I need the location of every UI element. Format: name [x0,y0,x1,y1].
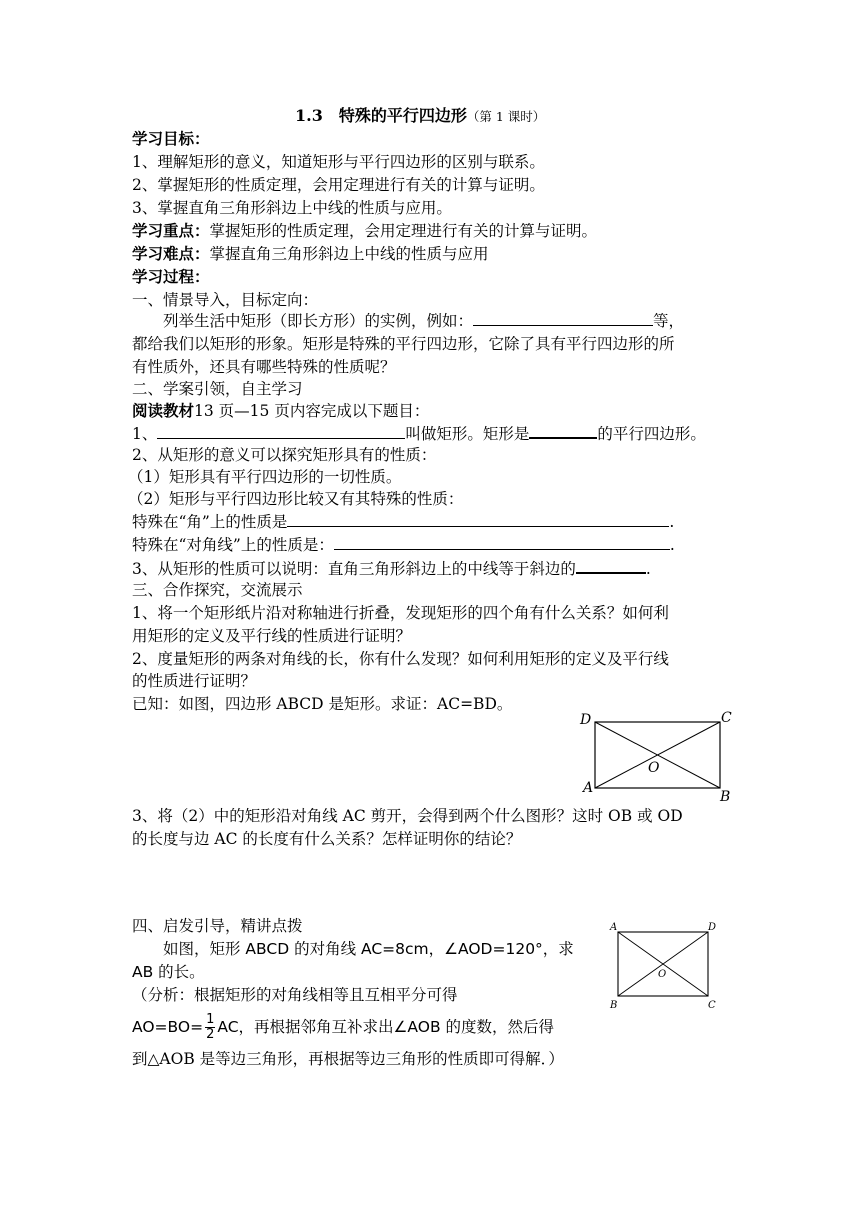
label-o: O [648,760,660,776]
rectangle-figure-1 [570,706,740,806]
analysis-line2-post: AC，再根据邻角互补求出∠AOB 的度数，然后得 [217,1018,555,1036]
label-c: C [721,710,732,726]
fraction-numerator: 1 [206,1012,215,1027]
key-point-text: 掌握矩形的性质定理，会用定理进行有关的计算与证明。 [209,222,598,240]
fill-blank-angle[interactable] [287,510,669,527]
section1-line2: 都给我们以矩形的形象。矩形是特殊的平行四边形，它除了具有平行四边形的所 [132,335,675,353]
title-main: 1.3 特殊的平行四边形 [295,106,467,125]
page-title [295,104,545,129]
rectangle-figure-2 [606,918,726,1012]
section2-q2a: （1）矩形具有平行四边形的一切性质。 [128,468,402,486]
key-point-label: 学习重点： [132,221,210,240]
q1-end-text: 的平行四边形。 [597,425,706,443]
analysis-line1: （分析：根据矩形的对角线相等且互相平分可得 [132,986,458,1004]
label-b-2: B [610,1000,618,1011]
difficulty [132,242,489,266]
given-statement: 已知：如图，四边形 ABCD 是矩形。求证：AC=BD。 [132,695,513,713]
example-line1: 如图，矩形 ABCD 的对角线 AC=8cm，∠AOD=120°，求 [163,940,574,958]
fill-blank-special[interactable] [529,421,597,439]
section4-heading: 四、启发引导，精讲点拨 [132,917,303,935]
section3-q1-line2: 用矩形的定义及平行线的性质进行证明？ [132,627,412,645]
q3-text: 3、从矩形的性质可以说明：直角三角形斜边上的中线等于斜边的 [132,560,576,578]
goals-heading: 学习目标： [132,129,210,148]
analysis-line2-pre: AO=BO= [132,1018,204,1036]
key-point [132,219,597,243]
fraction-denominator: 2 [206,1027,215,1042]
fraction-one-half [205,1013,215,1042]
q1-number: 1、 [132,425,158,443]
section2-q2: 2、从矩形的意义可以探究矩形具有的性质： [132,446,437,464]
read-text: 13 页—15 页内容完成以下题目： [194,402,430,420]
section3-heading: 三、合作探究，交流展示 [132,581,303,599]
section3-q3-line2: 的长度与边 AC 的长度有什么关系？怎样证明你的结论？ [132,830,522,848]
section3-q3-line1: 3、将（2）中的矩形沿对角线 AC 剪开，会得到两个什么图形？这时 OB 或 OD [132,807,683,825]
label-b: B [720,789,731,805]
section3-q2-line2: 的性质进行证明？ [132,672,257,690]
title-sub: （第 1 课时） [466,109,546,124]
angle-property-label: 特殊在“角”上的性质是 [132,513,288,531]
difficulty-text: 掌握直角三角形斜边上中线的性质与应用 [209,245,489,263]
difficulty-label: 学习难点： [132,244,210,263]
goal-item-2: 2、掌握矩形的性质定理，会用定理进行有关的计算与证明。 [132,176,545,194]
q3-end: . [645,560,651,578]
label-a-2: A [610,922,618,933]
goal-item-3: 3、掌握直角三角形斜边上中线的性质与应用。 [132,199,452,217]
section2-q2b: （2）矩形与平行四边形比较又有其特殊的性质： [128,490,464,508]
process-heading: 学习过程： [132,267,210,286]
fill-blank-median[interactable] [576,556,646,574]
section1-line1-text: 列举生活中矩形（即长方形）的实例，例如： [163,312,474,330]
analysis-line2 [132,1013,554,1042]
diagonal-property-label: 特殊在“对角线”上的性质是： [132,536,334,554]
example-line2: AB 的长。 [132,963,205,981]
period: . [669,513,675,531]
section3-q1-line1: 1、将一个矩形纸片沿对称轴进行折叠，发现矩形的四个角有什么关系？如何利 [132,604,669,622]
label-o-2: O [658,969,667,980]
section1-line1-end: 等， [653,312,685,330]
label-d-2: D [708,922,717,933]
diagonal-property [132,533,675,557]
section3-q2-line1: 2、度量矩形的两条对角线的长，你有什么发现？如何利用矩形的定义及平行线 [132,650,669,668]
q1-mid-text: 叫做矩形。矩形是 [405,425,530,443]
goal-item-1: 1、理解矩形的意义，知道矩形与平行四边形的区别与联系。 [132,153,545,171]
fill-blank-definition[interactable] [157,422,405,439]
fill-blank-examples[interactable] [473,309,653,326]
section1-heading: 一、情景导入，目标定向： [132,291,319,309]
angle-property [132,510,674,534]
section1-line1 [163,309,684,333]
fill-blank-diagonal[interactable] [334,533,670,550]
period: . [669,536,675,554]
label-c-2: C [708,1000,716,1011]
analysis-line3: 到△AOB 是等边三角形，再根据等边三角形的性质即可得解．） [132,1050,564,1068]
read-label: 阅读教材 [132,401,195,420]
label-d: D [580,712,592,728]
label-a: A [583,780,594,796]
read-textbook [132,399,429,423]
section1-line3: 有性质外，还具有哪些特殊的性质呢？ [132,358,396,376]
section2-heading: 二、学案引领，自主学习 [132,380,303,398]
